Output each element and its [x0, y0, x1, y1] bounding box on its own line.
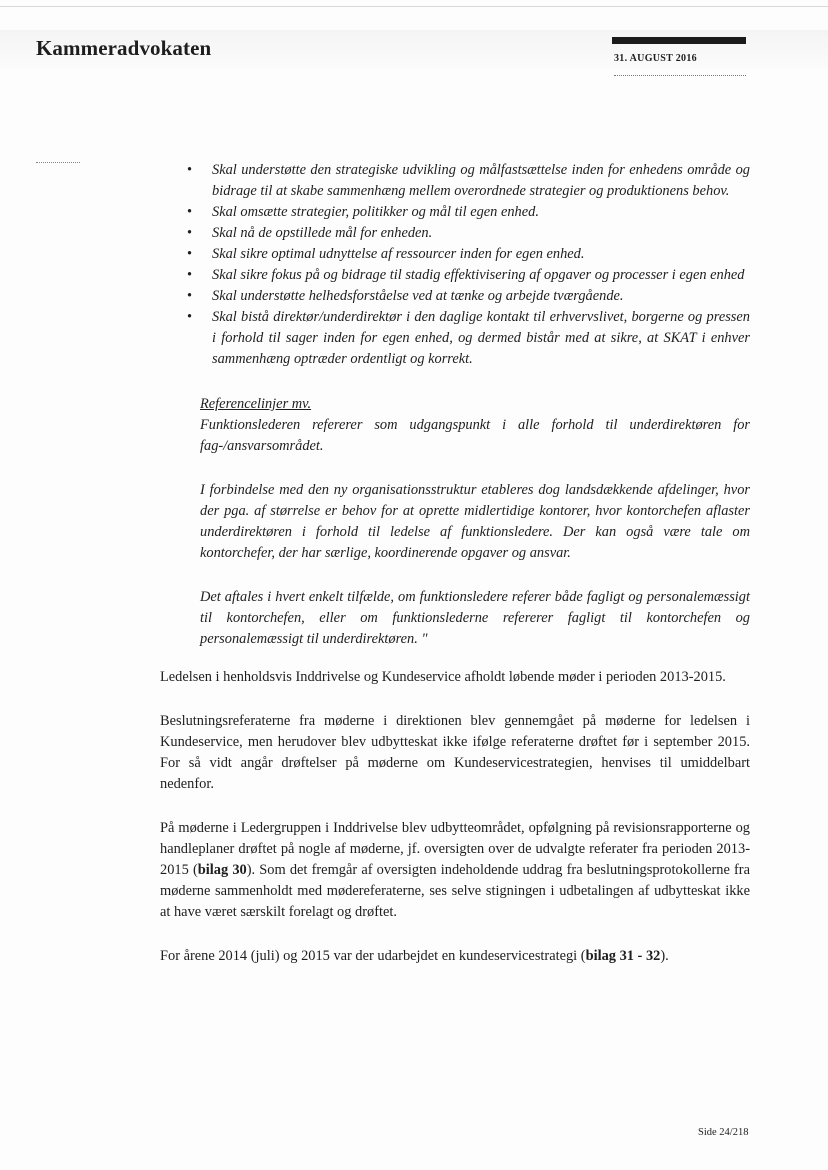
- list-item: • Skal bistå direktør/underdirektør i den daglige kontakt til erhvervslivet, borgerne og pressen i forhold til sager inden for egen enhed, og dermed bistår med at sikre, at SKAT i enhver sammenhæng optræder ordentligt og korrekt.: [200, 307, 750, 370]
- top-border-line: [0, 6, 828, 7]
- quote-paragraph: Det aftales i hvert enkelt tilfælde, om funktionsledere referer både fagligt og personalemæssigt til kontorchefen, eller om funktionslederne refererer fagligt til kontorchefen og personalemæssigt til underdirektøren. ": [200, 589, 750, 647]
- body-paragraph: [160, 818, 750, 923]
- list-item: • Skal sikre fokus på og bidrage til stadig effektivisering af opgaver og processer i egen enhed: [200, 265, 750, 286]
- appendix-reference: bilag 31 - 32: [585, 948, 661, 964]
- responsibility-list: [200, 160, 750, 370]
- body-text: [160, 667, 750, 967]
- text-span: På møderne i Ledergruppen i Inddrivelse blev udbytteområdet, opfølgning på revisionsrapporterne og handleplaner drøftet på nogle af møderne, jf. oversigten over de udvalgte referater fra perioden 2013-2015 (: [160, 820, 750, 878]
- text-span: ).: [660, 948, 669, 964]
- brand-name: Kammeradvokaten: [36, 36, 212, 60]
- document-date: 31. AUGUST 2016: [614, 53, 697, 64]
- quoted-section: [200, 394, 750, 650]
- list-item: • Skal understøtte helhedsforståelse ved at tænke og arbejde tværgående.: [200, 286, 750, 307]
- list-item: • Skal nå de opstillede mål for enheden.: [200, 223, 750, 244]
- page-number: Side 24/218: [698, 1127, 749, 1138]
- list-item: • Skal understøtte den strategiske udvikling og målfastsættelse inden for enhedens område og bidrage til at skabe sammenhæng mellem overordnede strategier og produktionens behov.: [200, 160, 750, 202]
- quote-paragraph: I forbindelse med den ny organisationsstruktur etableres dog landsdækkende afdelinger, hvor der pga. af størrelse er behov for at oprette midlertidige kontorer, hvor kontorchefen aflaster underdirektøren i forhold til ledelse af funktionsledere. Der kan også være tale om kontorchefer, der har særlige, koordinerende opgaver og ansvar.: [200, 482, 750, 561]
- list-item: • Skal sikre optimal udnyttelse af ressourcer inden for egen enhed.: [200, 244, 750, 265]
- date-bar: [612, 37, 746, 44]
- text-span: For årene 2014 (juli) og 2015 var der udarbejdet en kundeservicestrategi (: [160, 948, 586, 964]
- list-item: • Skal omsætte strategier, politikker og mål til egen enhed.: [200, 202, 750, 223]
- body-paragraph: [160, 946, 750, 967]
- body-paragraph: Beslutningsreferaterne fra møderne i direktionen blev gennemgået på møderne for ledelsen i Kundeservice, men herudover blev udbytteskat ikke ifølge referaterne drøftet før i september 2015. For så vidt angår drøftelser på møderne om Kundeservicestrategien, henvises til umiddelbart nedenfor.: [160, 713, 750, 792]
- document-content: [160, 160, 750, 990]
- quote-paragraph: Funktionslederen refererer som udgangspunkt i alle forhold til underdirektøren for fag-/ansvarsområdet.: [200, 417, 750, 454]
- appendix-reference: bilag 30: [197, 862, 247, 878]
- section-heading: Referencelinjer mv.: [200, 396, 312, 412]
- margin-dotted-mark: [36, 162, 80, 163]
- text-span: ). Som det fremgår af oversigten indeholdende uddrag fra beslutningsprotokollerne fra møderne sammenholdt med mødereferaterne, ses selve stigningen i udbetalingen af udbytteskat ikke at have været særskilt forelagt og drøftet.: [160, 862, 750, 920]
- body-paragraph: Ledelsen i henholdsvis Inddrivelse og Kundeservice afholdt løbende møder i perioden 2013-2015.: [160, 669, 726, 685]
- date-dotted-rule: [614, 75, 746, 76]
